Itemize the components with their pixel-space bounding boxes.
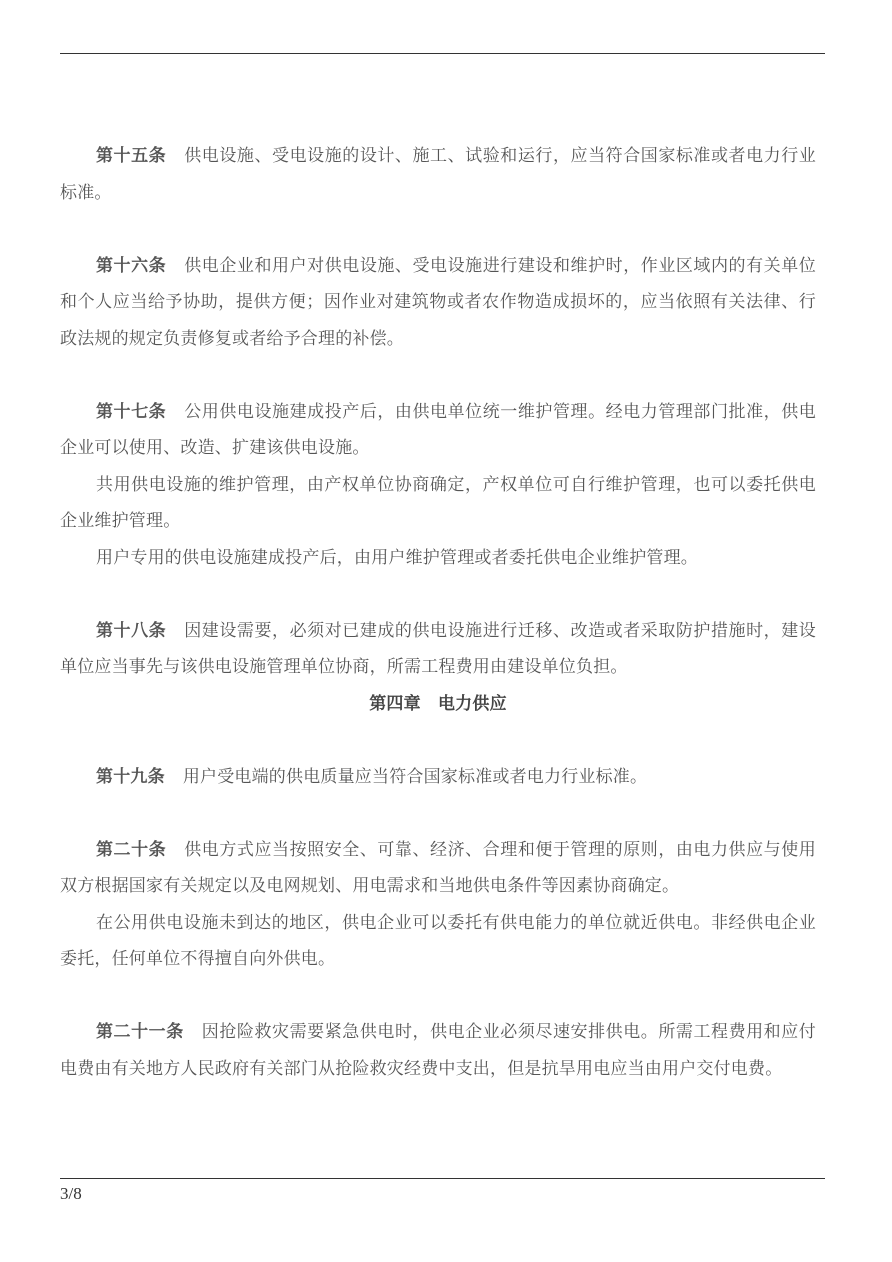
document-body [60,138,816,1087]
article-paragraph: 用户专用的供电设施建成投产后，由用户维护管理或者委托供电企业维护管理。 [96,547,698,568]
article-paragraph [60,394,816,467]
page-number: 3/8 [60,1184,82,1203]
article-paragraph [60,1014,816,1087]
article-20 [60,832,816,978]
header-rule [60,53,825,54]
article-title: 第二十条 [96,839,167,860]
article-text: 用户受电端的供电质量应当符合国家标准或者电力行业标准。 [182,766,648,787]
article-paragraph [60,613,816,686]
article-title: 第二十一条 [96,1022,184,1042]
article-title: 第十五条 [96,146,167,166]
article-paragraph: 共用供电设施的维护管理，由产权单位协商确定，产权单位可自行维护管理，也可以委托供电企业维护管理。 [60,474,816,531]
article-text: 供电方式应当按照安全、可靠、经济、合理和便于管理的原则，由电力供应与使用双方根据国家有关规定以及电网规划、用电需求和当地供电条件等因素协商确定。 [60,839,816,896]
article-text: 供电设施、受电设施的设计、施工、试验和运行，应当符合国家标准或者电力行业标准。 [60,146,816,203]
article-19 [60,759,816,796]
article-text: 因抢险救灾需要紧急供电时，供电企业必须尽速安排供电。所需工程费用和应付电费由有关地方人民政府有关部门从抢险救灾经费中支出，但是抗旱用电应当由用户交付电费。 [60,1022,817,1079]
article-title: 第十八条 [96,620,167,641]
article-paragraph [60,248,816,358]
article-paragraph [60,759,816,796]
article-paragraph [60,138,816,211]
article-paragraph: 在公用供电设施未到达的地区，供电企业可以委托有供电能力的单位就近供电。非经供电企业委托，任何单位不得擅自向外供电。 [60,912,816,969]
article-21 [60,1014,816,1087]
article-text: 供电企业和用户对供电设施、受电设施进行建设和维护时，作业区域内的有关单位和个人应当给予协助，提供方便；因作业对建筑物或者农作物造成损坏的，应当依照有关法律、行政法规的规定负责修复或者给予合理的补偿。 [60,255,816,349]
chapter-heading: 第四章 电力供应 [369,693,507,714]
article-text: 公用供电设施建成投产后，由供电单位统一维护管理。经电力管理部门批准，供电企业可以使用、改造、扩建该供电设施。 [60,401,816,458]
article-title: 第十九条 [96,766,165,787]
footer-rule [60,1178,825,1179]
article-15 [60,138,816,211]
article-16 [60,248,816,358]
article-paragraph [60,832,816,905]
article-18 [60,613,816,686]
article-text: 因建设需要，必须对已建成的供电设施进行迁移、改造或者采取防护措施时，建设单位应当事先与该供电设施管理单位协商，所需工程费用由建设单位负担。 [60,620,816,677]
article-title: 第十七条 [96,401,167,422]
article-17 [60,394,816,577]
article-title: 第十六条 [96,255,167,276]
